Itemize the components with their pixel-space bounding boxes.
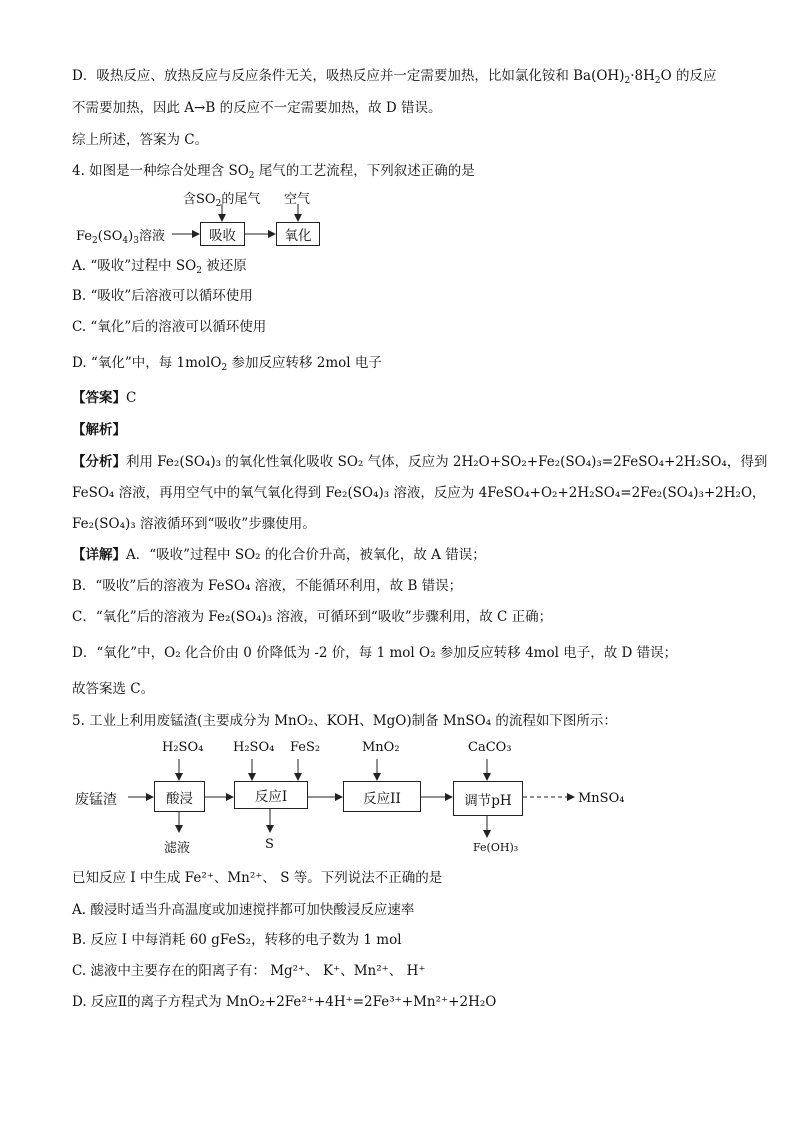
prev-option-d-line1: D．吸热反应、放热反应与反应条件无关，吸热反应并一定需要加热，比如氯化铵和 $Ba(OH)_2\cdot 8H_2O$ 的反应 <box>72 68 717 86</box>
q5-option-c: C. 滤液中主要存在的阳离子有： Mg²⁺、 K⁺、Mn²⁺、 H⁺ <box>72 963 426 979</box>
q5-input-h2so4-1: H₂SO₄ <box>162 740 204 755</box>
q4-xiangjie-a: 【详解】A．“吸收”过程中 SO₂ 的化合价升高，被氧化，故 A 错误； <box>72 547 486 563</box>
q4-stem: 4. 如图是一种综合处理含 $SO_2$ 尾气的工艺流程，下列叙述正确的是 <box>72 163 475 181</box>
q4-option-d: D. “氧化”中，每 1molO$_2$ 参加反应转移 2mol 电子 <box>72 355 382 373</box>
prev-summary: 综上所述，答案为 C。 <box>72 132 209 148</box>
q5-input-mno2: MnO₂ <box>362 740 400 755</box>
q5-input-caco3: CaCO₃ <box>468 740 512 755</box>
q4-option-c: C. “氧化”后的溶液可以循环使用 <box>72 319 267 335</box>
q4-answer: 【答案】C <box>72 390 137 406</box>
q5-stem: 5. 工业上利用废锰渣(主要成分为 MnO₂、KOH、MgO)制备 MnSO₄ 的流程如下图所示： <box>72 713 617 729</box>
q4-fenxi-line1: 【分析】利用 Fe₂(SO₄)₃ 的氧化性氧化吸收 SO₂ 气体，反应为 2H₂O+SO₂+Fe₂(SO₄)₃=2FeSO₄+2H₂SO₄，得到 <box>72 454 768 470</box>
q5-output-filtrate: 滤液 <box>164 841 191 856</box>
q4-analysis-tag: 【解析】 <box>72 422 126 438</box>
q4-fenxi-line3: Fe₂(SO₄)₃ 溶液循环到“吸收”步骤使用。 <box>72 516 316 532</box>
q4-box-oxidize: 氧化 <box>276 222 320 246</box>
q4-fenxi-line2: FeSO₄ 溶液，再用空气中的氧气氧化得到 Fe₂(SO₄)₃ 溶液，反应为 4FeSO₄+O₂+2H₂SO₄=2Fe₂(SO₄)₃+2H₂O， <box>72 485 766 501</box>
q5-box-acid-leach: 酸浸 <box>154 781 205 812</box>
q5-input-h2so4-2: H₂SO₄ <box>233 740 275 755</box>
q5-output-feoh3: Fe(OH)₃ <box>473 841 519 854</box>
q5-output-sulfur: S <box>265 837 274 852</box>
q4-xiangjie-c: C．“氧化”后的溶液为 Fe₂(SO₄)₃ 溶液，可循环到“吸收”步骤利用，故 C 正确； <box>72 609 553 625</box>
q4-conclusion: 故答案选 C。 <box>72 681 155 697</box>
q5-product-mnso4: MnSO₄ <box>578 791 625 806</box>
q5-box-reaction-1: 反应I <box>234 781 308 809</box>
q4-option-b: B. “吸收”后溶液可以循环使用 <box>72 288 253 304</box>
q4-top-label-tailgas: 含$SO_2$的尾气 <box>183 192 261 209</box>
q5-option-a: A. 酸浸时适当升高温度或加速搅拌都可加快酸浸反应速率 <box>72 902 415 918</box>
q4-option-a: A. “吸收”过程中 $SO_2$ 被还原 <box>72 258 247 276</box>
q5-option-d: D. 反应Ⅱ的离子方程式为 MnO₂+2Fe²⁺+4H⁺=2Fe³⁺+Mn²⁺+2H₂O <box>72 994 497 1010</box>
q4-xiangjie-d: D．“氧化”中，O₂ 化合价由 0 价降低为 -2 价，每 1 mol O₂ 参加反应转移 4mol 电子，故 D 错误； <box>72 645 678 661</box>
q4-top-label-air: 空气 <box>284 192 311 207</box>
prev-option-d-line2: 不需要加热，因此 A→B 的反应不一定需要加热，故 D 错误。 <box>72 100 442 116</box>
q5-box-adjust-ph: 调节pH <box>453 781 523 816</box>
q4-xiangjie-b: B．“吸收”后的溶液为 FeSO₄ 溶液，不能循环利用，故 B 错误； <box>72 578 463 594</box>
q5-input-fes2: FeS₂ <box>290 740 321 755</box>
q5-option-b: B. 反应 I 中每消耗 60 gFeS₂，转移的电子数为 1 mol <box>72 932 402 948</box>
q4-box-absorb: 吸收 <box>200 222 245 246</box>
q4-input-label: $Fe_2(SO_4)_3$溶液 <box>76 229 165 246</box>
q5-raw-material: 废锰渣 <box>75 792 117 808</box>
q5-known: 已知反应 I 中生成 Fe²⁺、Mn²⁺、 S 等。下列说法不正确的是 <box>72 870 443 886</box>
q5-box-reaction-2: 反应II <box>343 781 421 812</box>
